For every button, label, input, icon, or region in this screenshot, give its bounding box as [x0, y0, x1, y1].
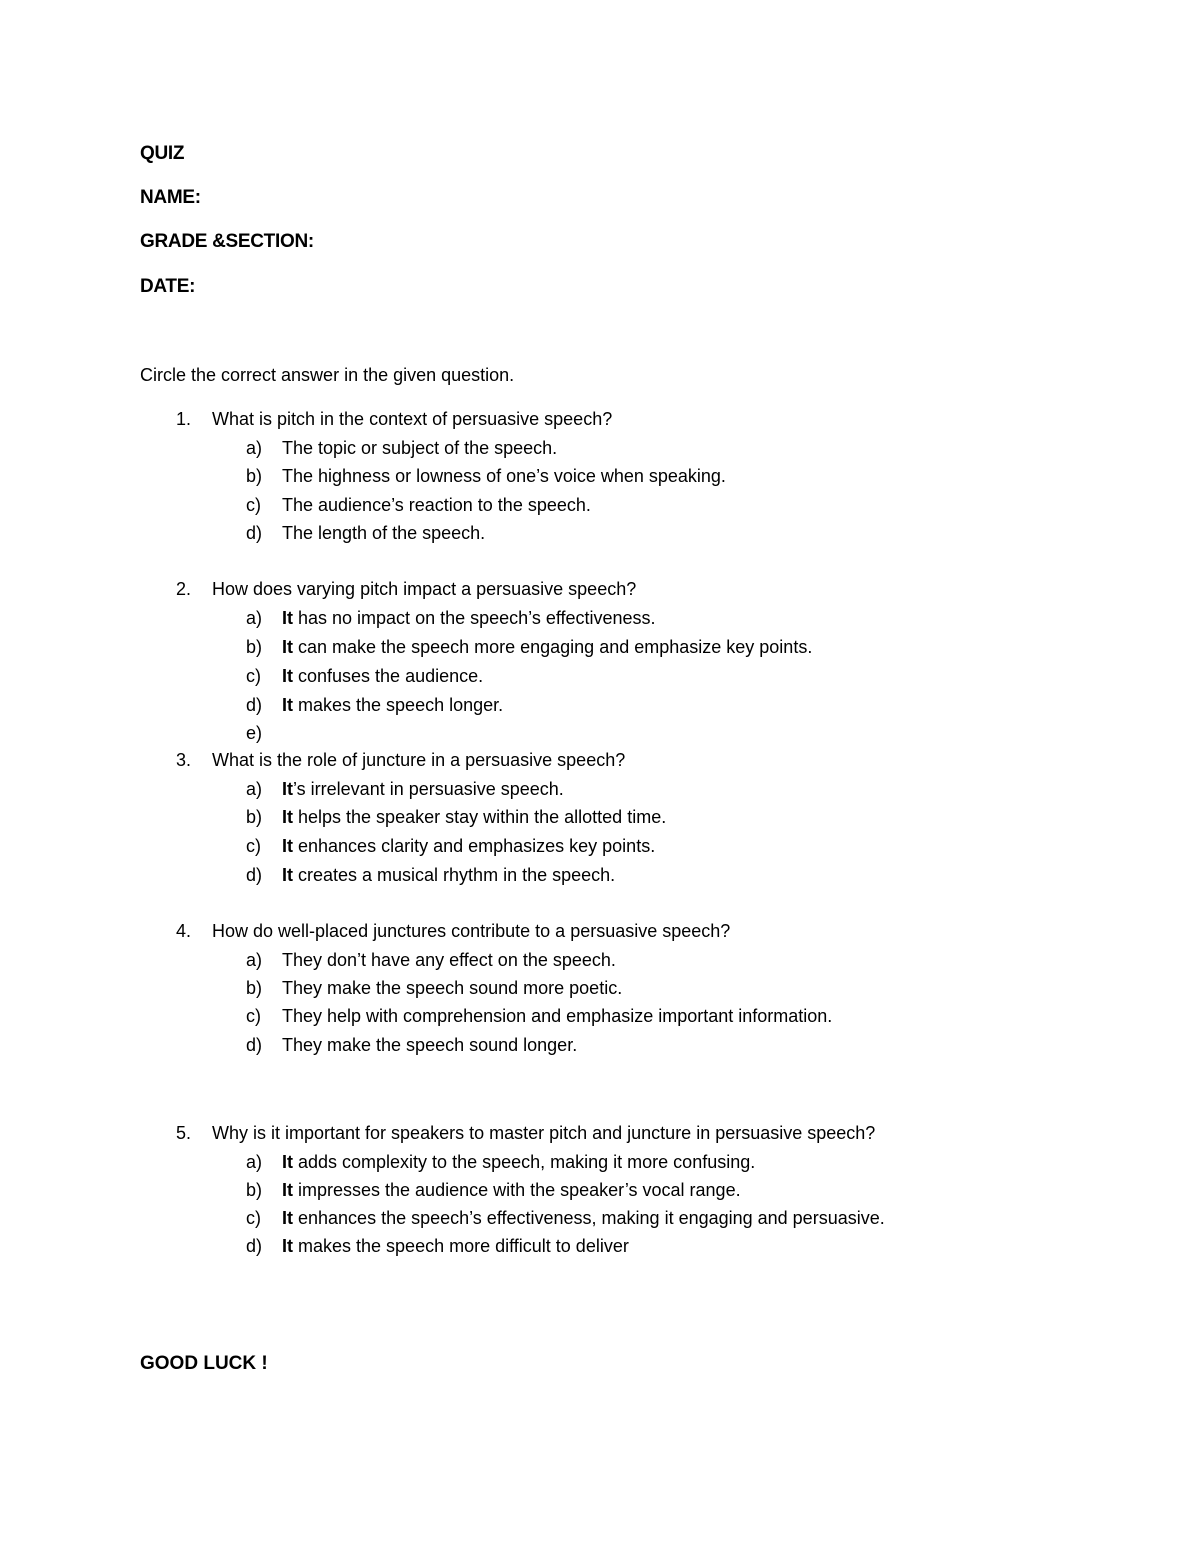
option-text: helps the speaker stay within the allotted time.	[293, 807, 667, 827]
option-text: They don’t have any effect on the speech.	[282, 950, 616, 970]
option-text: They help with comprehension and emphasize important information.	[282, 1006, 833, 1026]
question-number: 5.	[176, 1123, 192, 1143]
option-text: makes the speech more difficult to deliver	[293, 1236, 629, 1256]
option-letter: d)	[246, 865, 263, 885]
option-letter: b)	[246, 807, 263, 827]
option-letter: a)	[246, 950, 263, 970]
option-lead: It	[282, 1152, 293, 1172]
option-lead: It	[282, 608, 293, 628]
option-text: has no impact on the speech’s effectiveness.	[293, 608, 656, 628]
option-letter: b)	[246, 637, 263, 657]
date-label: DATE:	[140, 276, 196, 297]
quiz-title: QUIZ	[140, 143, 185, 164]
question-text: What is pitch in the context of persuasive speech?	[212, 409, 613, 429]
option-text: The audience’s reaction to the speech.	[282, 495, 591, 515]
option-lead: It	[282, 666, 293, 686]
option-text: They make the speech sound longer.	[282, 1035, 578, 1055]
option-letter: a)	[246, 438, 263, 458]
option-letter: d)	[246, 1236, 263, 1256]
option-lead: It	[282, 637, 293, 657]
option-text: enhances the speech’s effectiveness, making it engaging and persuasive.	[293, 1208, 885, 1228]
option-lead: It	[282, 1180, 293, 1200]
question-number: 1.	[176, 409, 192, 429]
question-number: 4.	[176, 921, 192, 941]
option-letter: c)	[246, 1208, 261, 1228]
option-text: can make the speech more engaging and emphasize key points.	[293, 637, 813, 657]
option-letter: a)	[246, 1152, 263, 1172]
option-text: creates a musical rhythm in the speech.	[293, 865, 616, 885]
option-lead: It	[282, 807, 293, 827]
option-letter: a)	[246, 608, 263, 628]
option-lead: It	[282, 695, 293, 715]
option-text: adds complexity to the speech, making it more confusing.	[293, 1152, 756, 1172]
option-letter: b)	[246, 466, 263, 486]
option-text: enhances clarity and emphasizes key points.	[293, 836, 656, 856]
option-text: The highness or lowness of one’s voice when speaking.	[282, 466, 726, 486]
option-letter: b)	[246, 978, 263, 998]
question-number: 2.	[176, 579, 192, 599]
instructions: Circle the correct answer in the given question.	[140, 365, 515, 385]
option-letter: d)	[246, 1035, 263, 1055]
option-lead: It	[282, 865, 293, 885]
good-luck-footer: GOOD LUCK !	[140, 1353, 268, 1374]
question-text: What is the role of juncture in a persuasive speech?	[212, 750, 626, 770]
option-letter: a)	[246, 779, 263, 799]
option-letter: b)	[246, 1180, 263, 1200]
option-letter: c)	[246, 666, 261, 686]
option-lead: It	[282, 1208, 293, 1228]
option-text: confuses the audience.	[293, 666, 484, 686]
option-text: impresses the audience with the speaker’s vocal range.	[293, 1180, 741, 1200]
option-letter: d)	[246, 523, 263, 543]
question-text: Why is it important for speakers to master pitch and juncture in persuasive speech?	[212, 1123, 876, 1143]
option-text: makes the speech longer.	[293, 695, 504, 715]
option-letter: e)	[246, 723, 263, 743]
option-text: They make the speech sound more poetic.	[282, 978, 623, 998]
question-text: How do well-placed junctures contribute to a persuasive speech?	[212, 921, 731, 941]
option-lead: It	[282, 1236, 293, 1256]
option-letter: d)	[246, 695, 263, 715]
name-label: NAME:	[140, 187, 201, 208]
question-number: 3.	[176, 750, 192, 770]
option-letter: c)	[246, 1006, 261, 1026]
grade-section-label: GRADE &SECTION:	[140, 231, 314, 252]
option-letter: c)	[246, 495, 261, 515]
option-lead: It	[282, 779, 293, 799]
option-lead: It	[282, 836, 293, 856]
option-text: The length of the speech.	[282, 523, 486, 543]
option-letter: c)	[246, 836, 261, 856]
question-text: How does varying pitch impact a persuasive speech?	[212, 579, 637, 599]
option-text: ’s irrelevant in persuasive speech.	[293, 779, 564, 799]
option-text: The topic or subject of the speech.	[282, 438, 558, 458]
